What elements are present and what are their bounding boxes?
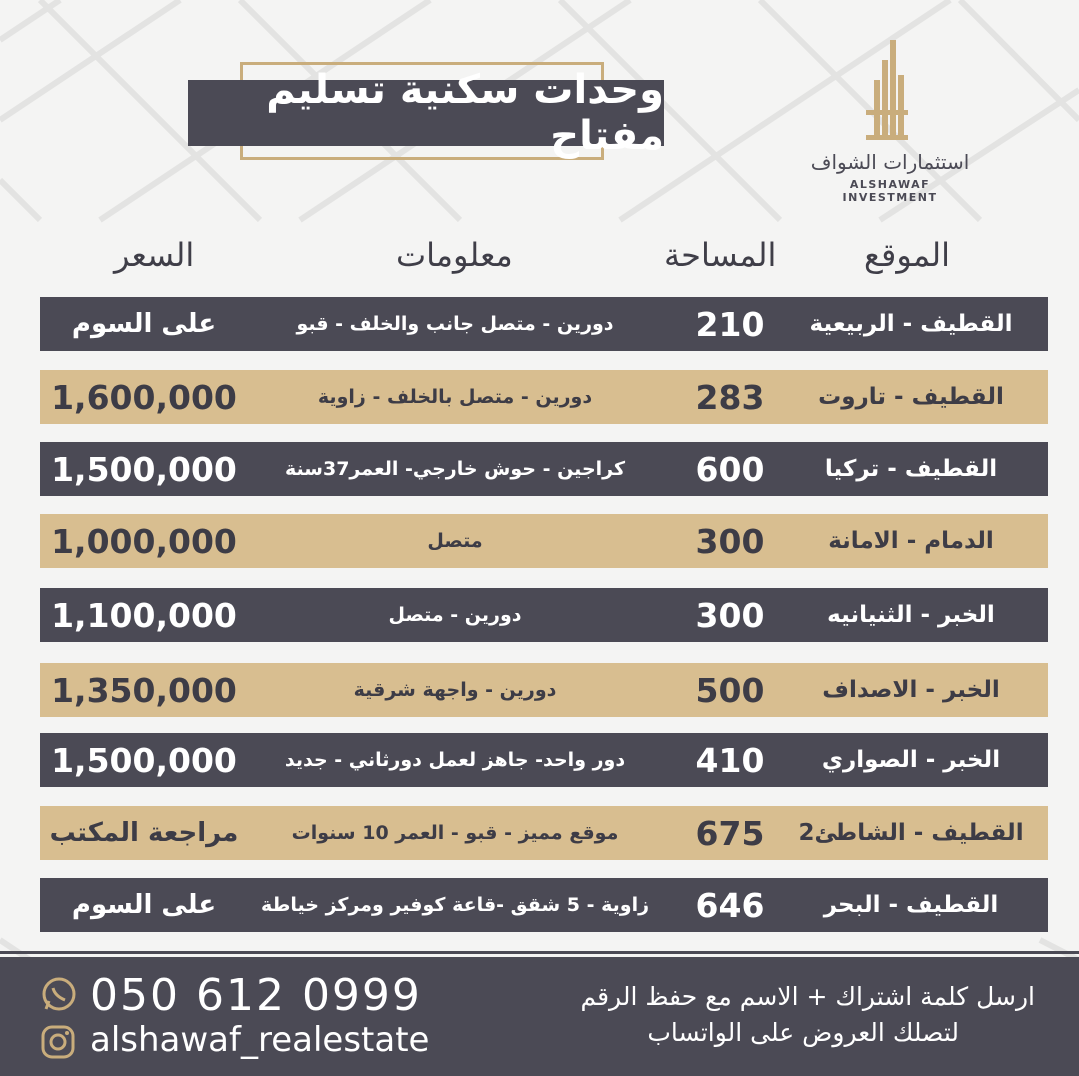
table-row: [40, 806, 1048, 860]
footer-message-line2: لتصلك العروض على الواتساب: [647, 1018, 959, 1047]
row-info: دورين - متصل: [388, 604, 522, 626]
instagram-icon: [40, 1024, 76, 1060]
table-row: [40, 297, 1048, 351]
row-info: كراجين - حوش خارجي- العمر37سنة: [285, 458, 626, 480]
table-row: [40, 663, 1048, 717]
row-location: القطيف - تاروت: [818, 384, 1004, 410]
row-area: 283: [695, 377, 765, 417]
footer-divider: [0, 951, 1079, 954]
row-location: الخبر - الثنيانيه: [827, 602, 995, 628]
row-info: دورين - متصل جانب والخلف - قبو: [296, 313, 614, 335]
row-info: دور واحد- جاهز لعمل دورثاني - جديد: [284, 749, 626, 771]
row-area: 300: [695, 521, 765, 561]
header-info: معلومات: [396, 236, 513, 274]
row-price: 1,500,000: [51, 740, 237, 780]
alshawaf-logo-icon: [800, 40, 980, 200]
row-location: الخبر - الاصداف: [822, 677, 1000, 703]
footer-message-line1: ارسل كلمة اشتراك + الاسم مع حفظ الرقم: [580, 982, 1035, 1011]
table-row: [40, 514, 1048, 568]
row-area: 646: [695, 885, 765, 925]
row-area: 675: [695, 813, 765, 853]
header-price: السعر: [114, 236, 195, 274]
row-price: مراجعة المكتب: [49, 818, 239, 848]
row-info: موقع مميز - قبو - العمر 10 سنوات: [291, 822, 619, 844]
row-location: القطيف - البحر: [823, 892, 999, 918]
row-area: 500: [695, 670, 765, 710]
header-location: الموقع: [864, 236, 950, 274]
row-price: 1,500,000: [51, 449, 237, 489]
brand-name-ar: استثمارات الشواف: [810, 150, 970, 174]
row-price: 1,100,000: [51, 595, 237, 635]
row-price: على السوم: [71, 309, 217, 339]
row-info: زاوية - 5 شقق -قاعة كوفير ومركز خياطة: [260, 894, 650, 916]
table-row: [40, 733, 1048, 787]
page-title: وحدات سكنية تسليم مفتاح: [188, 80, 664, 146]
header-area: المساحة: [664, 236, 777, 274]
row-price: 1,600,000: [51, 377, 237, 417]
whatsapp-icon: [40, 975, 78, 1013]
table-row: [40, 442, 1048, 496]
table-row: [40, 370, 1048, 424]
row-info: متصل: [427, 530, 483, 552]
row-price: 1,350,000: [51, 670, 237, 710]
row-price: على السوم: [71, 890, 217, 920]
table-row: [40, 588, 1048, 642]
row-info: دورين - متصل بالخلف - زاوية: [317, 386, 593, 408]
row-location: القطيف - الربيعية: [809, 311, 1013, 337]
row-info: دورين - واجهة شرقية: [353, 679, 557, 701]
row-location: القطيف - الشاطئ2: [798, 820, 1024, 846]
row-area: 300: [695, 595, 765, 635]
row-area: 210: [695, 304, 765, 344]
phone-number[interactable]: 050 612 0999: [90, 970, 422, 1021]
instagram-handle[interactable]: alshawaf_realestate: [90, 1020, 430, 1060]
row-price: 1,000,000: [51, 521, 237, 561]
row-location: الخبر - الصواري: [821, 747, 1001, 773]
row-location: الدمام - الامانة: [828, 528, 994, 554]
row-area: 600: [695, 449, 765, 489]
table-row: [40, 878, 1048, 932]
row-area: 410: [695, 740, 765, 780]
brand-name-en: ALSHAWAF INVESTMENT: [842, 178, 938, 204]
row-location: القطيف - تركيا: [824, 456, 998, 482]
